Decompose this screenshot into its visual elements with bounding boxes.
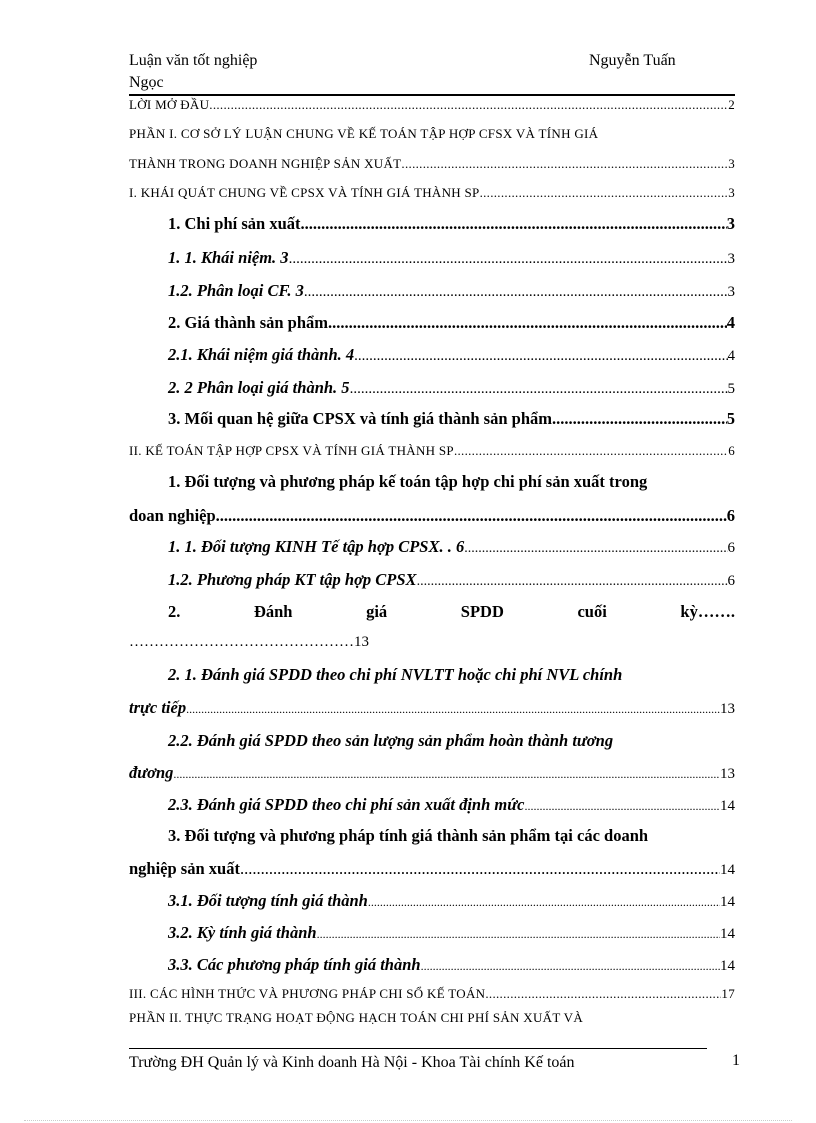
toc-entry: II. KẾ TOÁN TẬP HỢP CPSX VÀ TÍNH GIÁ THÀNH SP ..... 6 (129, 443, 735, 459)
toc-entry: PHẦN II. THỰC TRẠNG HOẠT ĐỘNG HẠCH TOÁN CHI PHÍ SẢN XUẤT VÀ (129, 1010, 584, 1025)
footer-rule (129, 1048, 707, 1049)
toc-entry: LỜI MỞ ĐẦU ..... 2 (129, 97, 735, 113)
toc-entry: 3.3. Các phương pháp tính giá thành ..... 14 (129, 955, 735, 975)
toc-entry: ………………………………………13 (129, 634, 369, 650)
toc-entry: 1. 1. Đối tượng KINH Tế tập hợp CPSX. . 6 ..... 6 (129, 537, 735, 557)
toc-entry: 2. Giá thành sản phẩm ..... 4 (129, 313, 735, 333)
toc-entry: 1. Chi phí sản xuất ..... 3 (129, 214, 735, 234)
toc-entry: I. KHÁI QUÁT CHUNG VỀ CPSX VÀ TÍNH GIÁ THÀNH SP ..... 3 (129, 185, 735, 201)
toc-entry: trực tiếp ..... 13 (129, 698, 735, 718)
header-author-name: Nguyễn Tuấn (589, 52, 676, 69)
toc-entry: 1. Đối tượng và phương pháp kế toán tập hợp chi phí sản xuất trong (168, 472, 648, 491)
toc-entry: 3.2. Kỳ tính giá thành ..... 14 (129, 923, 735, 943)
toc-entry: nghiệp sản xuất ..... 14 (129, 859, 735, 879)
header-thesis-label: Luận văn tốt nghiệp (129, 52, 258, 69)
toc-entry: 2.3. Đánh giá SPDD theo chi phí sản xuất định mức ..... 14 (129, 795, 735, 815)
toc-entry: 2. 1. Đánh giá SPDD theo chi phí NVLTT hoặc chi phí NVL chính (168, 665, 623, 684)
toc-entry: 3. Mối quan hệ giữa CPSX và tính giá thành sản phẩm ..... 5 (129, 409, 735, 429)
toc-entry: 2. 2 Phân loại giá thành. 5 ..... 5 (129, 378, 735, 398)
toc-entry: 1.2. Phân loại CF. 3 ..... 3 (129, 281, 735, 301)
page-edge-divider (24, 1120, 792, 1121)
toc-entry: PHẦN I. CƠ SỞ LÝ LUẬN CHUNG VỀ KẾ TOÁN TẬP HỢP CFSX VÀ TÍNH GIÁ (129, 126, 599, 141)
toc-entry: THÀNH TRONG DOANH NGHIỆP SẢN XUẤT ..... 3 (129, 156, 735, 172)
toc-entry: III. CÁC HÌNH THỨC VÀ PHƯƠNG PHÁP CHI SỔ KẾ TOÁN ..... 17 (129, 986, 735, 1002)
toc-entry: 3. Đối tượng và phương pháp tính giá thành sản phẩm tại các doanh (168, 826, 649, 845)
header-author-name-wrap: Ngọc (129, 74, 164, 91)
page-number: 1 (732, 1052, 740, 1069)
footer-institution: Trường ĐH Quản lý và Kinh doanh Hà Nội - Khoa Tài chính Kế toán (129, 1054, 575, 1071)
toc-entry: đương ..... 13 (129, 763, 735, 783)
toc-entry: 3.1. Đối tượng tính giá thành ..... 14 (129, 891, 735, 911)
toc-entry: 2.2. Đánh giá SPDD theo sản lượng sản phẩm hoàn thành tương (168, 731, 614, 750)
toc-entry: 1. 1. Khái niệm. 3 ..... 3 (129, 248, 735, 268)
toc-entry: doan nghiệp ..... 6 (129, 506, 735, 526)
toc-entry: 2. Đánh giá SPDD cuối kỳ……. (168, 602, 735, 621)
toc-entry: 2.1. Khái niệm giá thành. 4 ..... 4 (129, 345, 735, 365)
toc-entry: 1.2. Phương pháp KT tập hợp CPSX ..... 6 (129, 570, 735, 590)
